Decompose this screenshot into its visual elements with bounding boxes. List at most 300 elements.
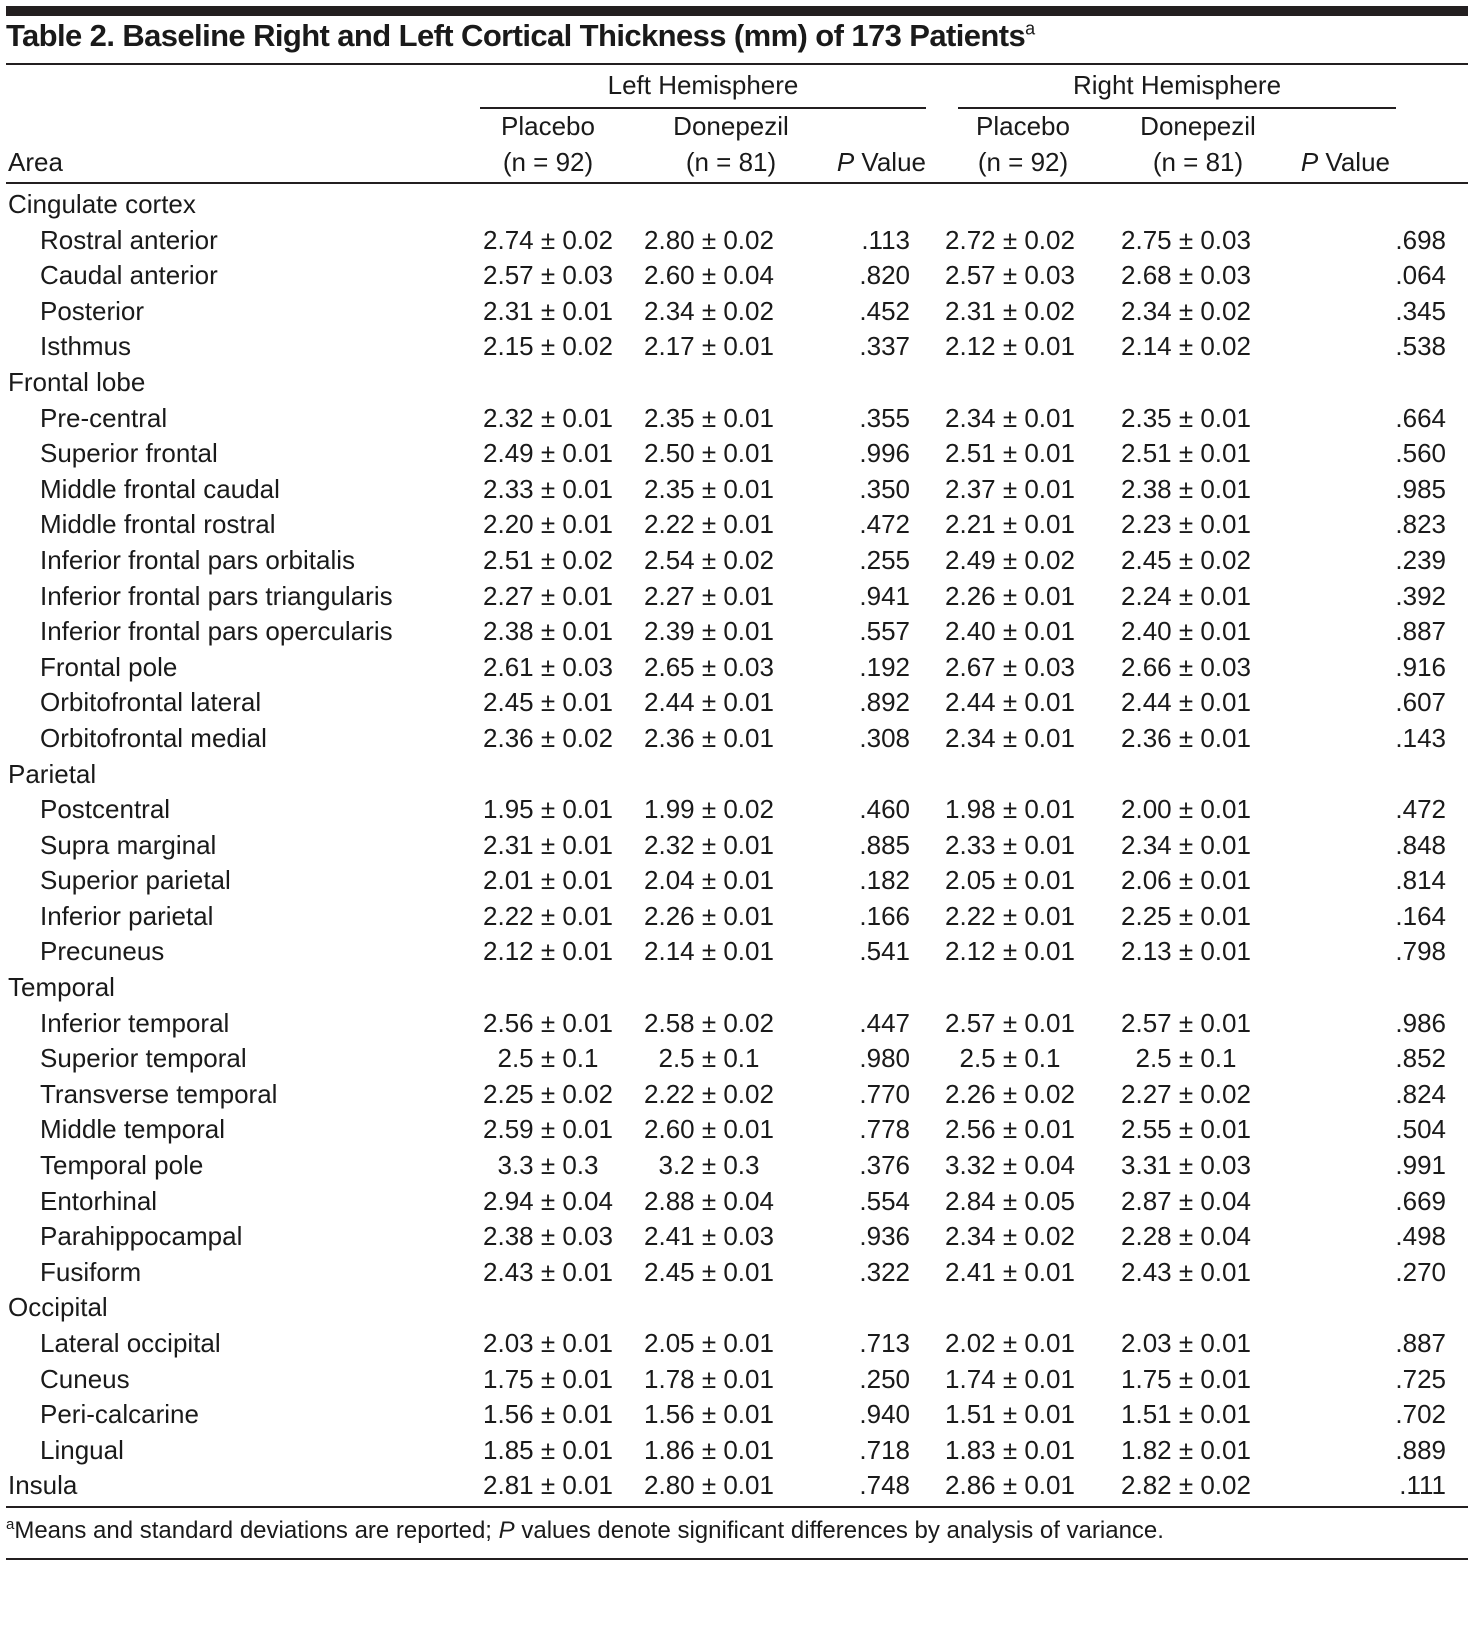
left-placebo-cell: 2.38 ± 0.03 [483, 1221, 613, 1252]
area-cell: Rostral anterior [40, 224, 218, 255]
left-p-value-cell: .447 [859, 1007, 910, 1038]
right-p-value-cell: .823 [1395, 509, 1446, 540]
p-italic: P [836, 147, 855, 177]
left-donepezil-cell: 2.44 ± 0.01 [644, 687, 774, 718]
right-placebo-cell [932, 757, 1088, 793]
right-placebo-cell [932, 365, 1088, 401]
left-donepezil-cell: 2.80 ± 0.02 [644, 224, 774, 255]
right-placebo-cell: 2.72 ± 0.02 [945, 224, 1075, 255]
right-donepezil-cell: 2.40 ± 0.01 [1121, 616, 1251, 647]
right-placebo-cell: 2.56 ± 0.01 [945, 1114, 1075, 1145]
right-placebo-cell: 2.84 ± 0.05 [945, 1185, 1075, 1216]
left-p-value-cell: .940 [859, 1399, 910, 1430]
right-p-value-cell: .916 [1395, 651, 1446, 682]
left-p-value-cell: .166 [859, 900, 910, 931]
right-p-value-cell: .472 [1395, 794, 1446, 825]
right-placebo-cell: 2.31 ± 0.02 [945, 295, 1075, 326]
right-donepezil-cell: 2.55 ± 0.01 [1121, 1114, 1251, 1145]
right-donepezil-cell: 2.27 ± 0.02 [1121, 1078, 1251, 1109]
right-donepezil-cell: 2.38 ± 0.01 [1121, 473, 1251, 504]
title-rule [6, 63, 1468, 65]
right-placebo-cell: 2.34 ± 0.01 [945, 722, 1075, 753]
right-donepezil-cell: 2.34 ± 0.02 [1121, 295, 1251, 326]
table-row [6, 1433, 1468, 1469]
right-placebo-header [953, 108, 1093, 180]
placebo-n: (n = 92) [977, 147, 1069, 177]
right-donepezil-cell: 2.03 ± 0.01 [1121, 1328, 1251, 1358]
right-p-value-cell: .814 [1395, 865, 1446, 896]
right-p-value-cell: .270 [1395, 1256, 1446, 1287]
left-placebo-cell: 2.51 ± 0.02 [483, 544, 613, 575]
left-donepezil-cell: 2.35 ± 0.01 [644, 402, 774, 433]
p-italic: P [1300, 147, 1319, 177]
right-placebo-cell: 2.67 ± 0.03 [945, 651, 1075, 682]
left-p-value-cell: .376 [859, 1150, 910, 1181]
left-placebo-cell: 2.61 ± 0.03 [483, 651, 613, 682]
right-p-value-cell: .824 [1395, 1078, 1446, 1109]
table-row [6, 579, 1468, 615]
right-p-value-cell [1284, 970, 1468, 1006]
right-donepezil-cell: 2.51 ± 0.01 [1121, 438, 1251, 469]
left-placebo-cell [478, 1290, 618, 1326]
right-p-value-cell: .698 [1395, 224, 1446, 255]
left-donepezil-cell [618, 757, 800, 793]
left-p-value-cell: .182 [859, 865, 910, 896]
right-p-value-cell: .702 [1395, 1399, 1446, 1430]
right-placebo-cell: 2.12 ± 0.01 [945, 936, 1075, 967]
right-donepezil-cell: 2.44 ± 0.01 [1121, 687, 1251, 718]
right-placebo-cell: 1.74 ± 0.01 [945, 1363, 1075, 1394]
left-donepezil-cell: 2.17 ± 0.01 [644, 331, 774, 362]
area-cell: Supra marginal [40, 829, 217, 860]
area-cell: Precuneus [40, 936, 165, 967]
p-value-label: Value [854, 147, 926, 177]
right-placebo-cell [932, 1290, 1088, 1326]
right-donepezil-cell: 1.75 ± 0.01 [1121, 1363, 1251, 1394]
left-placebo-cell: 1.95 ± 0.01 [483, 794, 613, 825]
left-donepezil-cell: 2.65 ± 0.03 [644, 651, 774, 682]
placebo-label: Placebo [501, 111, 595, 141]
right-placebo-cell: 2.26 ± 0.01 [945, 580, 1075, 611]
left-placebo-cell [478, 187, 618, 223]
area-cell: Entorhinal [40, 1185, 158, 1216]
left-p-value-cell: .554 [859, 1185, 910, 1216]
area-cell: Superior parietal [40, 865, 231, 896]
left-placebo-cell: 2.12 ± 0.01 [483, 936, 613, 967]
donepezil-label: Donepezil [673, 111, 789, 141]
area-cell: Temporal pole [40, 1150, 204, 1181]
left-p-value-cell [800, 757, 932, 793]
area-cell: Middle frontal caudal [40, 473, 280, 504]
table-row [6, 863, 1468, 899]
right-placebo-cell: 1.83 ± 0.01 [945, 1434, 1075, 1465]
left-donepezil-header [660, 108, 802, 180]
title-text: Table 2. Baseline Right and Left Cortical Thickness (mm) of 173 Patients [6, 18, 1026, 53]
table-body [6, 187, 1468, 1504]
footnote [6, 1516, 1164, 1545]
right-donepezil-header [1127, 108, 1269, 180]
area-cell: Middle frontal rostral [40, 509, 276, 540]
table-row [6, 1006, 1468, 1042]
right-placebo-cell: 2.86 ± 0.01 [945, 1470, 1075, 1501]
right-placebo-cell: 2.21 ± 0.01 [945, 509, 1075, 540]
right-placebo-cell: 2.44 ± 0.01 [945, 687, 1075, 718]
left-placebo-cell: 1.85 ± 0.01 [483, 1434, 613, 1465]
left-p-value-cell: .322 [859, 1256, 910, 1287]
right-donepezil-cell: 2.82 ± 0.02 [1121, 1470, 1251, 1501]
left-placebo-cell: 2.38 ± 0.01 [483, 616, 613, 647]
left-placebo-cell [478, 365, 618, 401]
right-p-value-cell: .669 [1395, 1185, 1446, 1216]
left-placebo-cell: 2.94 ± 0.04 [483, 1185, 613, 1216]
group-row [6, 365, 1468, 401]
left-placebo-cell: 2.22 ± 0.01 [483, 900, 613, 931]
left-placebo-cell: 2.31 ± 0.01 [483, 829, 613, 860]
right-placebo-cell: 1.98 ± 0.01 [945, 794, 1075, 825]
left-p-value-cell: .892 [859, 687, 910, 718]
right-donepezil-cell: 2.25 ± 0.01 [1121, 900, 1251, 931]
placebo-label: Placebo [976, 111, 1070, 141]
donepezil-n: (n = 81) [1152, 147, 1244, 177]
left-p-value-cell: .337 [859, 331, 910, 362]
left-donepezil-cell: 2.36 ± 0.01 [644, 722, 774, 753]
table-row [6, 329, 1468, 365]
right-donepezil-cell: 2.24 ± 0.01 [1121, 580, 1251, 611]
right-p-value-cell: .538 [1395, 331, 1446, 362]
left-donepezil-cell: 2.45 ± 0.01 [644, 1256, 774, 1287]
right-p-value-cell: .560 [1395, 438, 1446, 469]
right-placebo-cell: 2.22 ± 0.01 [945, 900, 1075, 931]
table-row [6, 543, 1468, 579]
right-p-value-cell: .111 [1399, 1470, 1446, 1501]
right-p-value-cell: .725 [1395, 1363, 1446, 1394]
area-cell: Orbitofrontal medial [40, 722, 267, 753]
right-placebo-cell: 3.32 ± 0.04 [945, 1150, 1075, 1181]
right-placebo-cell: 2.34 ± 0.02 [945, 1221, 1075, 1252]
top-bar [6, 6, 1468, 16]
left-placebo-cell: 2.74 ± 0.02 [483, 224, 613, 255]
group-row [6, 757, 1468, 793]
footnote-text: Means and standard deviations are reported; [14, 1517, 499, 1544]
table-row [6, 1362, 1468, 1398]
area-cell: Lateral occipital [40, 1328, 221, 1358]
right-placebo-cell: 2.34 ± 0.01 [945, 402, 1075, 433]
left-donepezil-cell: 2.26 ± 0.01 [644, 900, 774, 931]
left-placebo-cell: 2.59 ± 0.01 [483, 1114, 613, 1145]
right-p-value-cell: .064 [1395, 260, 1446, 291]
left-placebo-cell: 2.49 ± 0.01 [483, 438, 613, 469]
left-placebo-cell: 2.01 ± 0.01 [483, 865, 613, 896]
right-placebo-cell: 2.05 ± 0.01 [945, 865, 1075, 896]
table-row [6, 934, 1468, 970]
table-row [6, 1326, 1468, 1362]
left-p-value-cell: .885 [859, 829, 910, 860]
group-row [6, 187, 1468, 223]
right-p-value-cell: .498 [1395, 1221, 1446, 1252]
left-p-value-header [826, 144, 926, 180]
right-p-value-cell: .392 [1395, 580, 1446, 611]
thickness-table [6, 187, 1468, 1504]
left-donepezil-cell [618, 187, 800, 223]
right-donepezil-cell: 2.5 ± 0.1 [1135, 1043, 1237, 1074]
left-placebo-cell [478, 970, 618, 1006]
right-donepezil-cell [1088, 1290, 1284, 1326]
left-donepezil-cell: 2.80 ± 0.01 [644, 1470, 774, 1501]
left-p-value-cell: .941 [859, 580, 910, 611]
left-placebo-cell: 2.57 ± 0.03 [483, 260, 613, 291]
left-donepezil-cell: 1.78 ± 0.01 [644, 1363, 774, 1394]
area-cell: Frontal pole [40, 651, 178, 682]
area-cell: Peri-calcarine [40, 1399, 199, 1430]
table-row [6, 401, 1468, 437]
area-cell: Inferior frontal pars opercularis [40, 616, 393, 647]
right-p-value-cell: .504 [1395, 1114, 1446, 1145]
right-placebo-cell: 2.40 ± 0.01 [945, 616, 1075, 647]
area-cell: Lingual [40, 1434, 124, 1465]
right-donepezil-cell: 2.43 ± 0.01 [1121, 1256, 1251, 1287]
left-p-value-cell: .718 [859, 1434, 910, 1465]
left-p-value-cell: .770 [859, 1078, 910, 1109]
right-donepezil-cell: 2.23 ± 0.01 [1121, 509, 1251, 540]
left-donepezil-cell: 2.88 ± 0.04 [644, 1185, 774, 1216]
right-donepezil-cell: 2.06 ± 0.01 [1121, 865, 1251, 896]
left-placebo-cell: 1.56 ± 0.01 [483, 1399, 613, 1430]
right-p-value-cell: .985 [1395, 473, 1446, 504]
title-footnote-marker: a [1025, 18, 1035, 39]
right-donepezil-cell: 1.82 ± 0.01 [1121, 1434, 1251, 1465]
left-donepezil-cell: 2.50 ± 0.01 [644, 438, 774, 469]
left-p-value-cell: .980 [859, 1043, 910, 1074]
right-placebo-cell [932, 970, 1088, 1006]
left-p-value-cell: .250 [859, 1363, 910, 1394]
area-cell: Inferior parietal [40, 900, 214, 931]
table-row [6, 899, 1468, 935]
area-cell: Inferior frontal pars orbitalis [40, 544, 356, 575]
right-p-value-cell [1284, 1290, 1468, 1326]
right-donepezil-cell: 2.13 ± 0.01 [1121, 936, 1251, 967]
left-p-value-cell: .778 [859, 1114, 910, 1145]
right-p-value-cell: .143 [1395, 722, 1446, 753]
left-placebo-header [478, 108, 618, 180]
area-cell: Caudal anterior [40, 260, 218, 291]
left-p-value-cell: .350 [859, 473, 910, 504]
area-cell: Inferior temporal [40, 1007, 230, 1038]
right-donepezil-cell: 2.34 ± 0.01 [1121, 829, 1251, 860]
left-hemisphere-header: Left Hemisphere [607, 70, 799, 100]
left-donepezil-cell: 3.2 ± 0.3 [658, 1150, 760, 1181]
right-p-value-cell: .164 [1395, 900, 1446, 931]
left-placebo-cell: 3.3 ± 0.3 [497, 1150, 599, 1181]
table-row [6, 1148, 1468, 1184]
left-placebo-cell: 2.32 ± 0.01 [483, 402, 613, 433]
right-donepezil-cell: 2.45 ± 0.02 [1121, 544, 1251, 575]
area-cell: Cuneus [40, 1363, 130, 1394]
left-donepezil-cell: 1.56 ± 0.01 [644, 1399, 774, 1430]
right-donepezil-cell: 2.87 ± 0.04 [1121, 1185, 1251, 1216]
left-p-value-cell: .308 [859, 722, 910, 753]
right-placebo-cell: 2.33 ± 0.01 [945, 829, 1075, 860]
left-p-value-cell [800, 1290, 932, 1326]
footnote-marker: a [6, 1516, 15, 1533]
placebo-n: (n = 92) [502, 147, 594, 177]
left-p-value-cell: .936 [859, 1221, 910, 1252]
right-donepezil-cell: 3.31 ± 0.03 [1121, 1150, 1251, 1181]
left-donepezil-cell [618, 1290, 800, 1326]
left-donepezil-cell: 2.5 ± 0.1 [658, 1043, 760, 1074]
left-donepezil-cell: 2.60 ± 0.01 [644, 1114, 774, 1145]
right-placebo-cell: 2.12 ± 0.01 [945, 331, 1075, 362]
right-placebo-cell: 2.51 ± 0.01 [945, 438, 1075, 469]
right-donepezil-cell: 2.28 ± 0.04 [1121, 1221, 1251, 1252]
area-cell: Orbitofrontal lateral [40, 687, 262, 718]
right-placebo-cell: 2.26 ± 0.02 [945, 1078, 1075, 1109]
left-p-value-cell: .713 [859, 1328, 910, 1358]
table-row [6, 792, 1468, 828]
table-row [6, 1184, 1468, 1220]
table-row [6, 828, 1468, 864]
table-bottom-rule [6, 1506, 1468, 1508]
left-p-value-cell: .255 [859, 544, 910, 575]
right-p-value-cell: .887 [1395, 1328, 1446, 1358]
right-p-value-cell: .345 [1395, 295, 1446, 326]
table-row [6, 436, 1468, 472]
right-p-value-cell: .664 [1395, 402, 1446, 433]
table-row [6, 721, 1468, 757]
left-placebo-cell: 2.33 ± 0.01 [483, 473, 613, 504]
left-donepezil-cell: 2.14 ± 0.01 [644, 936, 774, 967]
left-p-value-cell: .452 [859, 295, 910, 326]
table-row [6, 1468, 1468, 1504]
table-row [6, 1041, 1468, 1077]
table-row [6, 1112, 1468, 1148]
area-cell: Superior frontal [40, 438, 218, 469]
left-donepezil-cell [618, 365, 800, 401]
right-p-value-cell: .798 [1395, 936, 1446, 967]
left-donepezil-cell: 2.34 ± 0.02 [644, 295, 774, 326]
left-placebo-cell [478, 757, 618, 793]
area-cell: Middle temporal [40, 1114, 225, 1145]
left-donepezil-cell: 2.22 ± 0.01 [644, 509, 774, 540]
p-value-label: Value [1318, 147, 1390, 177]
left-p-value-cell: .541 [859, 936, 910, 967]
table-row [6, 650, 1468, 686]
left-placebo-cell: 2.81 ± 0.01 [483, 1470, 613, 1501]
left-donepezil-cell: 2.32 ± 0.01 [644, 829, 774, 860]
donepezil-label: Donepezil [1140, 111, 1256, 141]
area-cell: Pre-central [40, 402, 168, 433]
right-p-value-header [1290, 144, 1390, 180]
left-donepezil-cell: 2.54 ± 0.02 [644, 544, 774, 575]
right-p-value-cell: .889 [1395, 1434, 1446, 1465]
table-title [6, 18, 1035, 54]
left-donepezil-cell: 2.27 ± 0.01 [644, 580, 774, 611]
footnote-p: P [498, 1517, 515, 1544]
right-p-value-cell: .848 [1395, 829, 1446, 860]
table-row [6, 614, 1468, 650]
right-donepezil-cell [1088, 365, 1284, 401]
left-placebo-cell: 2.25 ± 0.02 [483, 1078, 613, 1109]
left-p-value-cell: .113 [861, 224, 910, 255]
left-p-value-cell [800, 365, 932, 401]
right-p-value-cell: .607 [1395, 687, 1446, 718]
right-placebo-cell: 2.49 ± 0.02 [945, 544, 1075, 575]
right-p-value-cell [1284, 187, 1468, 223]
right-donepezil-cell: 2.14 ± 0.02 [1121, 331, 1251, 362]
group-label: Parietal [8, 758, 97, 789]
right-donepezil-cell: 2.35 ± 0.01 [1121, 402, 1251, 433]
right-donepezil-cell: 1.51 ± 0.01 [1121, 1399, 1251, 1430]
left-p-value-cell: .355 [859, 402, 910, 433]
right-donepezil-cell [1088, 757, 1284, 793]
left-donepezil-cell: 2.60 ± 0.04 [644, 260, 774, 291]
group-row [6, 970, 1468, 1006]
left-p-value-cell: .748 [859, 1470, 910, 1501]
left-placebo-cell: 2.31 ± 0.01 [483, 295, 613, 326]
right-donepezil-cell: 2.66 ± 0.03 [1121, 651, 1251, 682]
table-row [6, 1397, 1468, 1433]
left-placebo-cell: 2.20 ± 0.01 [483, 509, 613, 540]
left-donepezil-cell [618, 970, 800, 1006]
table-row [6, 472, 1468, 508]
table-row [6, 507, 1468, 543]
right-p-value-cell: .852 [1395, 1043, 1446, 1074]
right-placebo-cell: 2.02 ± 0.01 [945, 1328, 1075, 1358]
area-cell: Insula [8, 1470, 78, 1501]
left-placebo-cell: 2.56 ± 0.01 [483, 1007, 613, 1038]
right-placebo-cell: 2.37 ± 0.01 [945, 473, 1075, 504]
left-p-value-cell: .460 [859, 794, 910, 825]
right-placebo-cell: 2.57 ± 0.03 [945, 260, 1075, 291]
area-cell: Parahippocampal [40, 1221, 243, 1252]
header-rule [6, 182, 1468, 184]
right-p-value-cell: .887 [1395, 616, 1446, 647]
area-cell: Transverse temporal [40, 1078, 278, 1109]
right-placebo-cell: 2.57 ± 0.01 [945, 1007, 1075, 1038]
right-p-value-cell: .239 [1395, 544, 1446, 575]
table-row [6, 1077, 1468, 1113]
donepezil-n: (n = 81) [685, 147, 777, 177]
left-donepezil-cell: 2.35 ± 0.01 [644, 473, 774, 504]
left-placebo-cell: 2.15 ± 0.02 [483, 331, 613, 362]
right-placebo-cell [932, 187, 1088, 223]
right-placebo-cell: 2.41 ± 0.01 [945, 1256, 1075, 1287]
left-p-value-cell: .996 [859, 438, 910, 469]
group-label: Cingulate cortex [8, 189, 196, 219]
table-row [6, 223, 1468, 259]
left-p-value-cell: .820 [859, 260, 910, 291]
right-donepezil-cell: 2.00 ± 0.01 [1121, 794, 1251, 825]
right-donepezil-cell: 2.36 ± 0.01 [1121, 722, 1251, 753]
left-p-value-cell [800, 970, 932, 1006]
right-p-value-cell [1284, 757, 1468, 793]
footnote-text-end: values denote significant differences by analysis of variance. [514, 1517, 1164, 1544]
left-donepezil-cell: 2.58 ± 0.02 [644, 1007, 774, 1038]
table-row [6, 1255, 1468, 1291]
right-placebo-cell: 1.51 ± 0.01 [945, 1399, 1075, 1430]
left-placebo-cell: 1.75 ± 0.01 [483, 1363, 613, 1394]
table-row [6, 294, 1468, 330]
right-donepezil-cell [1088, 187, 1284, 223]
right-p-value-cell [1284, 365, 1468, 401]
area-header: Area [8, 147, 63, 177]
area-cell: Posterior [40, 295, 145, 326]
table-row [6, 685, 1468, 721]
left-placebo-cell: 2.5 ± 0.1 [497, 1043, 599, 1074]
left-p-value-cell: .557 [859, 616, 910, 647]
left-donepezil-cell: 2.22 ± 0.02 [644, 1078, 774, 1109]
left-placebo-cell: 2.03 ± 0.01 [483, 1328, 613, 1358]
group-row [6, 1290, 1468, 1326]
